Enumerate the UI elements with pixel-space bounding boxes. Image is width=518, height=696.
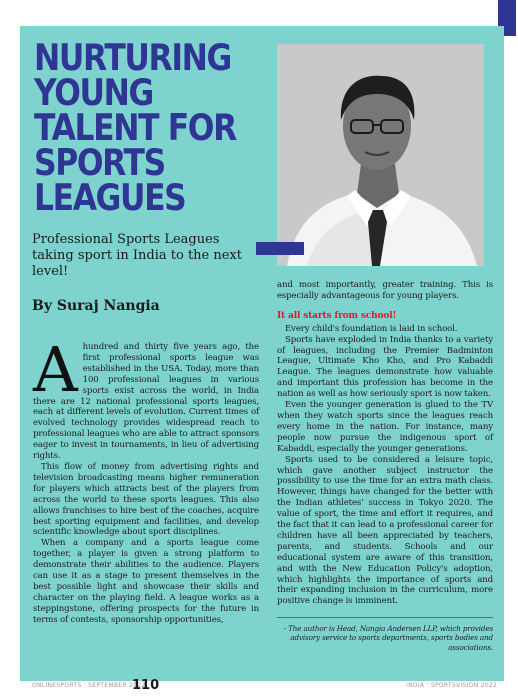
article-column-right — [277, 280, 493, 652]
footer-publication: ONLINESPORTS · SEPTEMBER 2022 — [32, 682, 146, 689]
author-photo — [277, 44, 484, 266]
article-paragraph: This flow of money from advertising rights and television broadcasting means higher remuneration for players which attracts best of the players from across the world to these sports leagues. This also allows franchises to hire best of the coaches, acquire best sporting equipment and facilities, and develop scientific knowledge about sport disciplines. — [33, 461, 259, 538]
page-footer — [0, 678, 518, 696]
article-paragraph: Every child's foundation is laid in school. — [285, 323, 458, 334]
page-number: 110 — [132, 678, 160, 693]
article-paragraph: Sports used to be considered a leisure topic, which gave another subject instructor the possibility to use the time for an extra math class. However, things have changed for the better with the Indian athletes' success in Tokyo 2020. The value of sport, the time and effort it requires, and the fact that it can lead to a professional career for children have all been appreciated by teachers, parents, and students. Schools and our educational system are aware of this transition, and with the New Education Policy's adoption, which highlights the importance of sports and their expanding inclusion in the curriculum, more positive change is imminent. — [277, 454, 493, 607]
author-note: - The author is Head, Nangia Andersen LLP, which provides advisory service to sports departments, sports bodies and associations. — [283, 624, 493, 652]
article-paragraph: and most importantly, greater training. This is especially advantageous for young players. — [277, 280, 493, 301]
photo-accent-bar — [256, 242, 304, 255]
article-subheading: Professional Sports Leagues taking sport in India to the next level! — [32, 232, 242, 279]
article-paragraph: When a company and a sports league come together, a player is given a strong platform to demonstrate their abilities to the audience. Players can use it as a stage to present themselves in the best possible light and showcase their skills and character on the playing field. A league works as a steppingstone, offering prospects for the future in terms of contests, sponsorship opportunities, — [33, 538, 259, 625]
article-column-left — [33, 333, 259, 626]
footer-issue: INDIA · SPORTSVISION 2022 — [406, 682, 498, 689]
article-panel — [20, 26, 504, 681]
section-heading: It all starts from school! — [277, 310, 397, 321]
article-paragraph: Sports have exploded in India thanks to a variety of leagues, including the Premier Badminton League, Ultimate Kho Kho, and Pro Kabaddi League. The leagues demonstrate how valuable and important this profession has become in the nation as well as how seriously sport is now taken. — [277, 334, 493, 400]
paragraph-text: hundred and thirty five years ago, the first professional sports league was established in the USA. Today, more than 100 professional leagues in various sports exist across the world, in India there are 12 national professional sports leagues, each at different levels of evolution. Current times of evolved technology provides widespread reach to professional leagues who are able to attract sponsors eager to invest in tournaments, in lieu of advertising rights. — [33, 342, 259, 462]
divider — [277, 617, 493, 618]
article-headline: NURTURING YOUNG TALENT FOR SPORTS LEAGUES — [34, 36, 236, 219]
article-paragraph: Even the younger generation is glued to the TV when they watch sports since the leagues reach every home in the nation. For instance, many people now pursue the indigenous sport of Kabaddi, especially the younger generations. — [277, 400, 493, 454]
author-portrait-icon — [277, 44, 484, 266]
article-byline: By Suraj Nangia — [32, 298, 160, 314]
drop-cap: A — [33, 333, 78, 406]
article-paragraph — [33, 333, 259, 462]
